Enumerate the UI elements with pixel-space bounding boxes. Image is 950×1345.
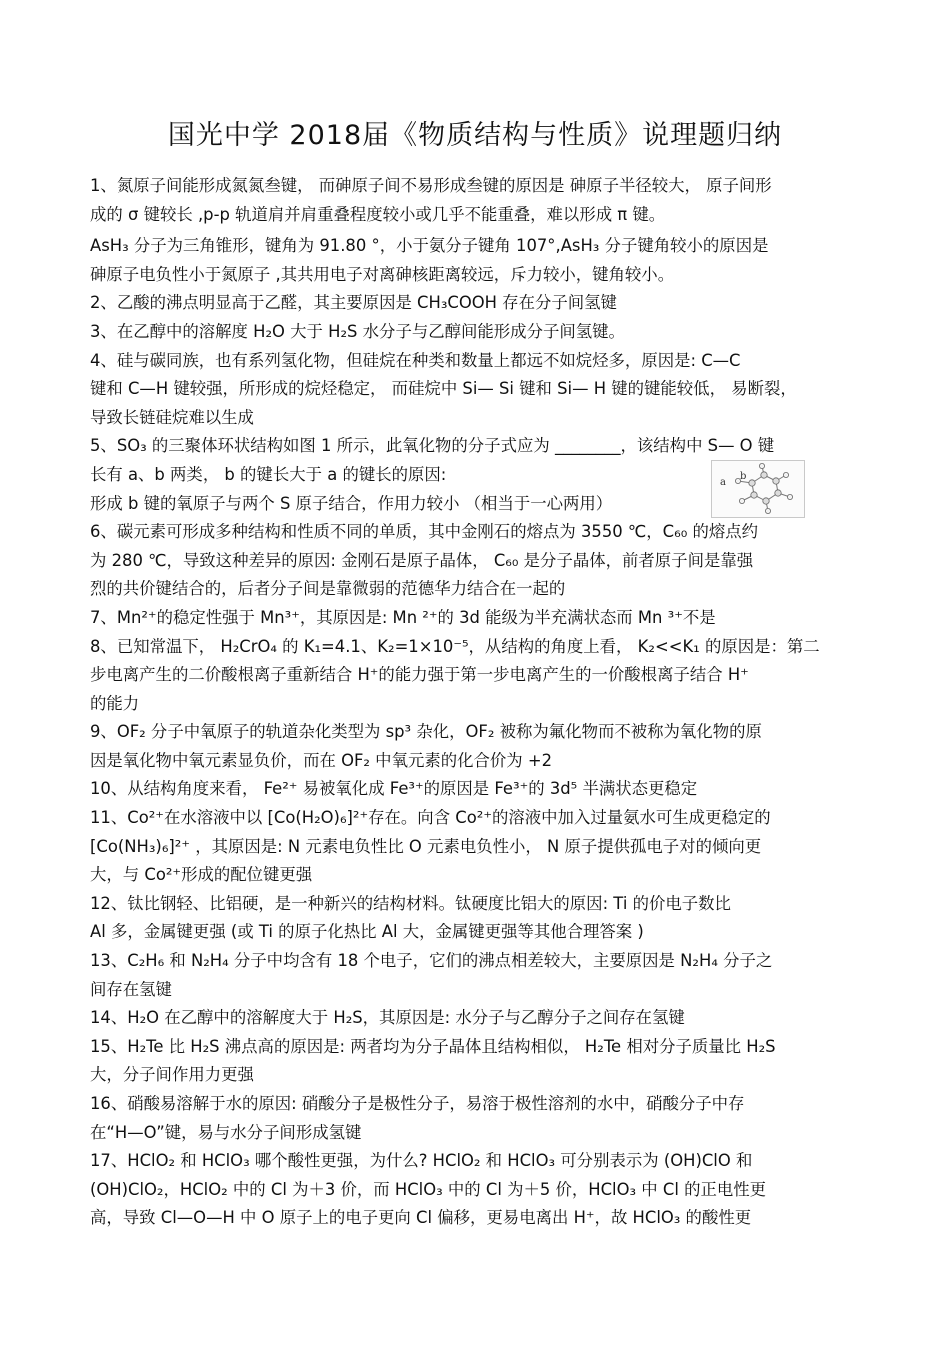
text-line: 的能力 [90,693,140,713]
text-line: 步电离产生的二价酸根离子重新结合 H⁺的能力强于第一步电离产生的一价酸根离子结合 H⁺ [90,665,749,685]
text-line: 大，与 Co²⁺形成的配位键更强 [90,865,313,885]
text-line: 长有 a、b 两类， b 的键长大于 a 的键长的原因: [90,464,447,484]
text-line: 9、OF₂ 分子中氧原子的轨道杂化类型为 sp³ 杂化，OF₂ 被称为氟化物而不被称为氧化物的原 [90,722,762,742]
text-line: 12、钛比钢轻、比铝硬，是一种新兴的结构材料。钛硬度比铝大的原因: Ti 的价电子数比 [90,893,731,913]
text-line: AsH₃ 分子为三角锥形，键角为 91.80 °，小于氨分子键角 107°,AsH₃ 分子键角较小的原因是 [90,236,769,256]
so3-trimer-figure [711,460,805,518]
text-line: 2、乙酸的沸点明显高于乙醛，其主要原因是 CH₃COOH 存在分子间氢键 [90,293,617,313]
text-line: 在“H—O”键，易与水分子间形成氢键 [90,1122,362,1142]
text-line: 间存在氢键 [90,979,172,999]
text-line: 7、Mn²⁺的稳定性强于 Mn³⁺，其原因是: Mn ²⁺的 3d 能级为半充满状态而 Mn ³⁺不是 [90,607,716,627]
text-line: 高，导致 Cl—O—H 中 O 原子上的电子更向 Cl 偏移，更易电离出 H⁺，故 HClO₃ 的酸性更 [90,1208,752,1228]
text-line: 1、氮原子间能形成氮氮叁键， 而砷原子间不易形成叁键的原因是 砷原子半径较大， 原子间形 [90,176,772,195]
text-line: 为 280 ℃，导致这种差异的原因: 金刚石是原子晶体， C₆₀ 是分子晶体，前者原子间是靠强 [90,550,754,570]
text-line: (OH)ClO₂，HClO₂ 中的 Cl 为＋3 价，而 HClO₃ 中的 Cl 为＋5 价，HClO₃ 中 Cl 的正电性更 [90,1179,767,1199]
text-line: 15、H₂Te 比 H₂S 沸点高的原因是: 两者均为分子晶体且结构相似， H₂Te 相对分子质量比 H₂S [90,1036,776,1056]
text-line: 4、硅与碳同族，也有系列氢化物，但硅烷在种类和数量上都远不如烷烃多，原因是: C—C [90,350,741,370]
text-line: 17、HClO₂ 和 HClO₃ 哪个酸性更强，为什么? HClO₂ 和 HClO₃ 可分别表示为 (OH)ClO 和 [90,1151,753,1171]
text-line: 10、从结构角度来看， Fe²⁺ 易被氧化成 Fe³⁺的原因是 Fe³⁺的 3d⁵ 半满状态更稳定 [90,779,698,799]
text-line: 成的 σ 键较长 ,p-p 轨道肩并肩重叠程度较小或几乎不能重叠，难以形成 π 键。 [90,204,666,224]
text-line: 砷原子电负性小于氮原子 ,其共用电子对离砷核距离较远，斥力较小，键角较小。 [90,264,675,284]
text-line: 大，分子间作用力更强 [90,1065,254,1085]
text-line: 键和 C—H 键较强，所形成的烷烃稳定， 而硅烷中 Si— Si 键和 Si— H 键的键能较低， 易断裂， [90,379,797,399]
text-line: 13、C₂H₆ 和 N₂H₄ 分子中均含有 18 个电子，它们的沸点相差较大，主要原因是 N₂H₄ 分子之 [90,951,773,971]
text-line: 14、H₂O 在乙醇中的溶解度大于 H₂S，其原因是: 水分子与乙醇分子之间存在氢键 [90,1008,685,1028]
page-title: 国光中学 2018届《物质结构与性质》说理题归纳 [167,120,783,151]
text-line: 烈的共价键结合的，后者分子间是靠微弱的范德华力结合在一起的 [90,579,566,599]
text-line: 8、已知常温下， H₂CrO₄ 的 K₁=4.1、K₂=1×10⁻⁵，从结构的角度上看， K₂<<K₁ 的原因是：第二 [90,636,820,656]
text-line: 形成 b 键的氧原子与两个 S 原子结合，作用力较小 （相当于一心两用） [90,493,613,513]
text-line: 16、硝酸易溶解于水的原因: 硝酸分子是极性分子，易溶于极性溶剂的水中，硝酸分子中存 [90,1094,745,1113]
text-line: [Co(NH₃)₆]²⁺ ，其原因是: N 元素电负性比 O 元素电负性小， N 原子提供孤电子对的倾向更 [90,836,762,856]
text-line: 5、SO₃ 的三聚体环状结构如图 1 所示，此氧化物的分子式应为 ________，该结构中 S— O 键 [90,436,775,456]
document-body [90,172,862,1233]
text-line: Al 多，金属键更强 (或 Ti 的原子化热比 Al 大，金属键更强等其他合理答案 ) [90,922,644,942]
text-line: 6、碳元素可形成多种结构和性质不同的单质，其中金刚石的熔点为 3550 ℃，C₆₀ 的熔点约 [90,522,759,542]
text-line: 导致长链硅烷难以生成 [90,407,254,427]
bond-label-a: a [720,477,726,488]
text-line: 11、Co²⁺在水溶液中以 [Co(H₂O)₆]²⁺存在。向含 Co²⁺的溶液中加入过量氨水可生成更稳定的 [90,808,771,828]
text-line: 因是氧化物中氧元素显负价，而在 OF₂ 中氧元素的化合价为 +2 [90,750,553,770]
bond-label-b: b [740,471,747,482]
text-line: 3、在乙醇中的溶解度 H₂O 大于 H₂S 水分子与乙醇间能形成分子间氢键。 [90,321,625,341]
so3-ring-diagram [712,461,804,517]
